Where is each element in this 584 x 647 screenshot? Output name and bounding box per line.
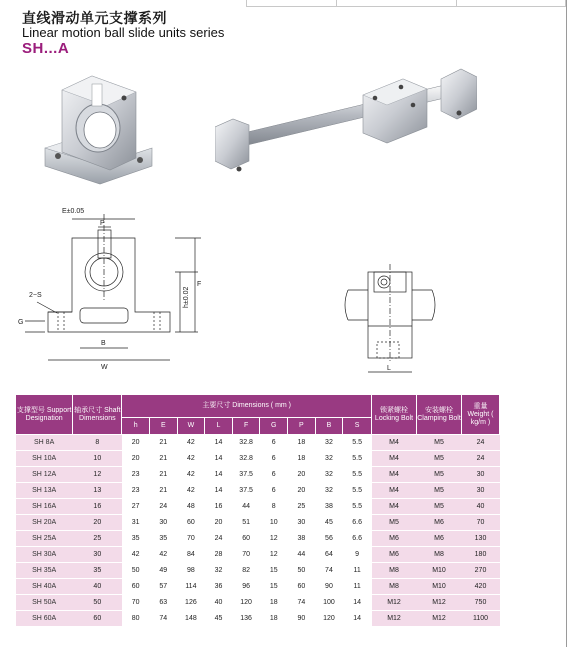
label-p: P	[100, 220, 105, 227]
table-cell: 51	[232, 515, 260, 531]
header-clamping: 安装螺栓 Clamping Bolt	[417, 395, 462, 435]
table-cell: 44	[288, 547, 316, 563]
table-cell: 45	[205, 611, 233, 627]
table-cell: 5.5	[343, 435, 372, 451]
table-cell: M12	[372, 595, 417, 611]
table-cell: SH 30A	[16, 547, 73, 563]
table-cell: 148	[177, 611, 205, 627]
table-cell: 6	[260, 467, 288, 483]
table-cell: M5	[417, 499, 462, 515]
table-row	[16, 547, 500, 563]
table-row	[16, 467, 500, 483]
table-cell: SH 60A	[16, 611, 73, 627]
table-cell: 31	[122, 515, 150, 531]
dim-col-header: S	[343, 418, 372, 435]
table-cell: 11	[343, 563, 372, 579]
label-b: B	[101, 340, 106, 347]
table-cell: SH 25A	[16, 531, 73, 547]
table-cell: 270	[462, 563, 500, 579]
dim-col-header: h	[122, 418, 150, 435]
table-cell: 5.5	[343, 451, 372, 467]
table-cell: 90	[288, 611, 316, 627]
table-cell: 35	[149, 531, 177, 547]
table-cell: 14	[205, 467, 233, 483]
table-cell: 40	[205, 595, 233, 611]
table-cell: 60	[73, 611, 122, 627]
table-cell: 32	[205, 563, 233, 579]
table-cell: 14	[343, 595, 372, 611]
table-cell: 6	[260, 451, 288, 467]
table-cell: 130	[462, 531, 500, 547]
table-cell: 80	[122, 611, 150, 627]
table-cell: 50	[122, 563, 150, 579]
table-cell: 64	[315, 547, 343, 563]
table-cell: 15	[260, 579, 288, 595]
title-chinese: 直线滑动单元支撑系列	[22, 11, 167, 27]
table-cell: 20	[288, 467, 316, 483]
table-cell: 60	[122, 579, 150, 595]
table-cell: 70	[122, 595, 150, 611]
table-cell: M6	[372, 531, 417, 547]
table-row	[16, 563, 500, 579]
dim-col-header: L	[205, 418, 233, 435]
table-cell: 18	[288, 435, 316, 451]
table-cell: 57	[149, 579, 177, 595]
table-cell: 10	[260, 515, 288, 531]
table-cell: 60	[177, 515, 205, 531]
table-cell: 5.5	[343, 499, 372, 515]
table-cell: 63	[149, 595, 177, 611]
table-cell: SH 12A	[16, 467, 73, 483]
table-cell: 21	[149, 451, 177, 467]
table-cell: 21	[149, 435, 177, 451]
table-cell: 84	[177, 547, 205, 563]
table-cell: M8	[372, 563, 417, 579]
table-cell: 70	[177, 531, 205, 547]
table-cell: 13	[73, 483, 122, 499]
table-cell: 120	[232, 595, 260, 611]
table-row	[16, 515, 500, 531]
table-cell: 32	[315, 451, 343, 467]
table-cell: 23	[122, 467, 150, 483]
table-cell: 14	[205, 483, 233, 499]
table-cell: M10	[417, 579, 462, 595]
rail-assembly-photo	[215, 65, 477, 180]
table-cell: 15	[260, 563, 288, 579]
table-cell: M4	[372, 467, 417, 483]
header-shaft: 轴承尺寸 Shaft Dimensions	[73, 395, 122, 435]
label-l: L	[387, 365, 391, 372]
table-row	[16, 451, 500, 467]
table-cell: 30	[149, 515, 177, 531]
table-cell: M5	[372, 515, 417, 531]
table-row	[16, 435, 500, 451]
table-cell: 70	[462, 515, 500, 531]
table-cell: SH 13A	[16, 483, 73, 499]
table-cell: 48	[177, 499, 205, 515]
top-tab-bar	[246, 0, 566, 7]
table-cell: 74	[288, 595, 316, 611]
table-cell: 50	[73, 595, 122, 611]
table-cell: M4	[372, 499, 417, 515]
table-cell: 21	[149, 483, 177, 499]
table-cell: SH 8A	[16, 435, 73, 451]
table-cell: 40	[462, 499, 500, 515]
table-cell: 24	[462, 451, 500, 467]
table-cell: SH 10A	[16, 451, 73, 467]
table-cell: 100	[315, 595, 343, 611]
table-cell: 25	[288, 499, 316, 515]
table-cell: SH 16A	[16, 499, 73, 515]
dim-col-header: F	[232, 418, 260, 435]
spec-table-body	[16, 435, 500, 627]
side-view-drawing	[340, 262, 440, 378]
table-cell: 14	[343, 611, 372, 627]
table-cell: 6.6	[343, 531, 372, 547]
dim-col-header: W	[177, 418, 205, 435]
front-view-drawing	[15, 200, 210, 378]
table-row	[16, 483, 500, 499]
table-cell: 74	[315, 563, 343, 579]
table-cell: 5.5	[343, 483, 372, 499]
table-cell: 12	[260, 547, 288, 563]
table-cell: 20	[122, 435, 150, 451]
table-cell: M4	[372, 483, 417, 499]
table-cell: 16	[73, 499, 122, 515]
spec-table	[15, 394, 500, 627]
label-2s: 2−S	[29, 292, 42, 299]
table-row	[16, 579, 500, 595]
table-cell: 9	[343, 547, 372, 563]
table-cell: 32	[315, 483, 343, 499]
label-e: E±0.05	[62, 208, 85, 215]
table-cell: 42	[177, 467, 205, 483]
table-cell: 30	[73, 547, 122, 563]
table-row	[16, 595, 500, 611]
table-cell: 60	[288, 579, 316, 595]
table-cell: 8	[260, 499, 288, 515]
table-cell: 1100	[462, 611, 500, 627]
header-weight: 重量 Weight ( kg/m )	[462, 395, 500, 435]
table-cell: 18	[288, 451, 316, 467]
table-row	[16, 611, 500, 627]
table-cell: 30	[462, 483, 500, 499]
header-designation: 支撑型号 Support Designation	[16, 395, 73, 435]
table-cell: 24	[149, 499, 177, 515]
table-cell: 35	[73, 563, 122, 579]
table-cell: 20	[122, 451, 150, 467]
title-english: Linear motion ball slide units series	[22, 25, 225, 40]
table-cell: 420	[462, 579, 500, 595]
table-cell: M5	[417, 435, 462, 451]
table-cell: 14	[205, 435, 233, 451]
table-cell: 12	[260, 531, 288, 547]
table-cell: M10	[417, 563, 462, 579]
frame-border	[566, 0, 567, 647]
table-cell: 42	[177, 435, 205, 451]
table-cell: 40	[73, 579, 122, 595]
table-cell: 10	[73, 451, 122, 467]
table-cell: 11	[343, 579, 372, 595]
table-cell: 5.5	[343, 467, 372, 483]
table-cell: 38	[315, 499, 343, 515]
table-cell: 25	[73, 531, 122, 547]
table-cell: 27	[122, 499, 150, 515]
table-cell: 28	[205, 547, 233, 563]
label-h: h±0.02	[183, 286, 190, 308]
table-cell: 14	[205, 451, 233, 467]
table-cell: 90	[315, 579, 343, 595]
table-cell: 20	[205, 515, 233, 531]
table-cell: 750	[462, 595, 500, 611]
table-cell: 74	[149, 611, 177, 627]
dim-col-header: E	[149, 418, 177, 435]
table-cell: M5	[417, 483, 462, 499]
table-cell: 126	[177, 595, 205, 611]
table-cell: 96	[232, 579, 260, 595]
table-cell: 21	[149, 467, 177, 483]
table-cell: 32	[315, 467, 343, 483]
table-cell: 44	[232, 499, 260, 515]
table-cell: 30	[288, 515, 316, 531]
table-cell: 12	[73, 467, 122, 483]
table-cell: 60	[232, 531, 260, 547]
table-cell: 20	[73, 515, 122, 531]
table-cell: SH 35A	[16, 563, 73, 579]
table-cell: 98	[177, 563, 205, 579]
label-w: W	[101, 364, 108, 371]
dim-col-header: P	[288, 418, 316, 435]
table-cell: 30	[462, 467, 500, 483]
table-cell: 36	[205, 579, 233, 595]
table-cell: 120	[315, 611, 343, 627]
table-cell: M8	[372, 579, 417, 595]
table-cell: 136	[232, 611, 260, 627]
table-cell: M5	[417, 467, 462, 483]
table-cell: 45	[315, 515, 343, 531]
table-cell: 6	[260, 435, 288, 451]
table-row	[16, 531, 500, 547]
table-cell: 42	[177, 451, 205, 467]
table-cell: M12	[372, 611, 417, 627]
table-cell: SH 40A	[16, 579, 73, 595]
table-cell: M6	[417, 531, 462, 547]
table-cell: 180	[462, 547, 500, 563]
table-cell: 70	[232, 547, 260, 563]
table-cell: 20	[288, 483, 316, 499]
table-cell: M4	[372, 435, 417, 451]
table-cell: 82	[232, 563, 260, 579]
dim-col-header: G	[260, 418, 288, 435]
header-dimensions: 主要尺寸 Dimensions ( mm )	[122, 395, 372, 418]
table-cell: 8	[73, 435, 122, 451]
table-cell: 38	[288, 531, 316, 547]
table-cell: 18	[260, 611, 288, 627]
table-cell: M12	[417, 595, 462, 611]
table-cell: M6	[372, 547, 417, 563]
table-cell: M8	[417, 547, 462, 563]
table-cell: 49	[149, 563, 177, 579]
table-cell: M5	[417, 451, 462, 467]
header-locking: 锁紧螺栓 Locking Bolt	[372, 395, 417, 435]
table-cell: M12	[417, 611, 462, 627]
table-cell: 56	[315, 531, 343, 547]
table-cell: 114	[177, 579, 205, 595]
table-cell: 6.6	[343, 515, 372, 531]
table-cell: 35	[122, 531, 150, 547]
label-f: F	[197, 281, 202, 288]
table-cell: 16	[205, 499, 233, 515]
table-cell: 32	[315, 435, 343, 451]
table-cell: 23	[122, 483, 150, 499]
label-g: G	[18, 319, 24, 326]
table-cell: 6	[260, 483, 288, 499]
table-cell: 42	[122, 547, 150, 563]
table-cell: 42	[177, 483, 205, 499]
table-cell: SH 20A	[16, 515, 73, 531]
table-cell: 37.5	[232, 483, 260, 499]
table-cell: 24	[205, 531, 233, 547]
table-cell: 42	[149, 547, 177, 563]
support-block-photo	[40, 70, 160, 198]
table-cell: M6	[417, 515, 462, 531]
table-row	[16, 499, 500, 515]
table-cell: 32.8	[232, 451, 260, 467]
model-series: SH...A	[22, 40, 70, 57]
table-cell: SH 50A	[16, 595, 73, 611]
dim-col-header: B	[315, 418, 343, 435]
table-cell: 50	[288, 563, 316, 579]
table-cell: 18	[260, 595, 288, 611]
table-cell: 37.5	[232, 467, 260, 483]
table-cell: 24	[462, 435, 500, 451]
table-cell: 32.8	[232, 435, 260, 451]
table-cell: M4	[372, 451, 417, 467]
